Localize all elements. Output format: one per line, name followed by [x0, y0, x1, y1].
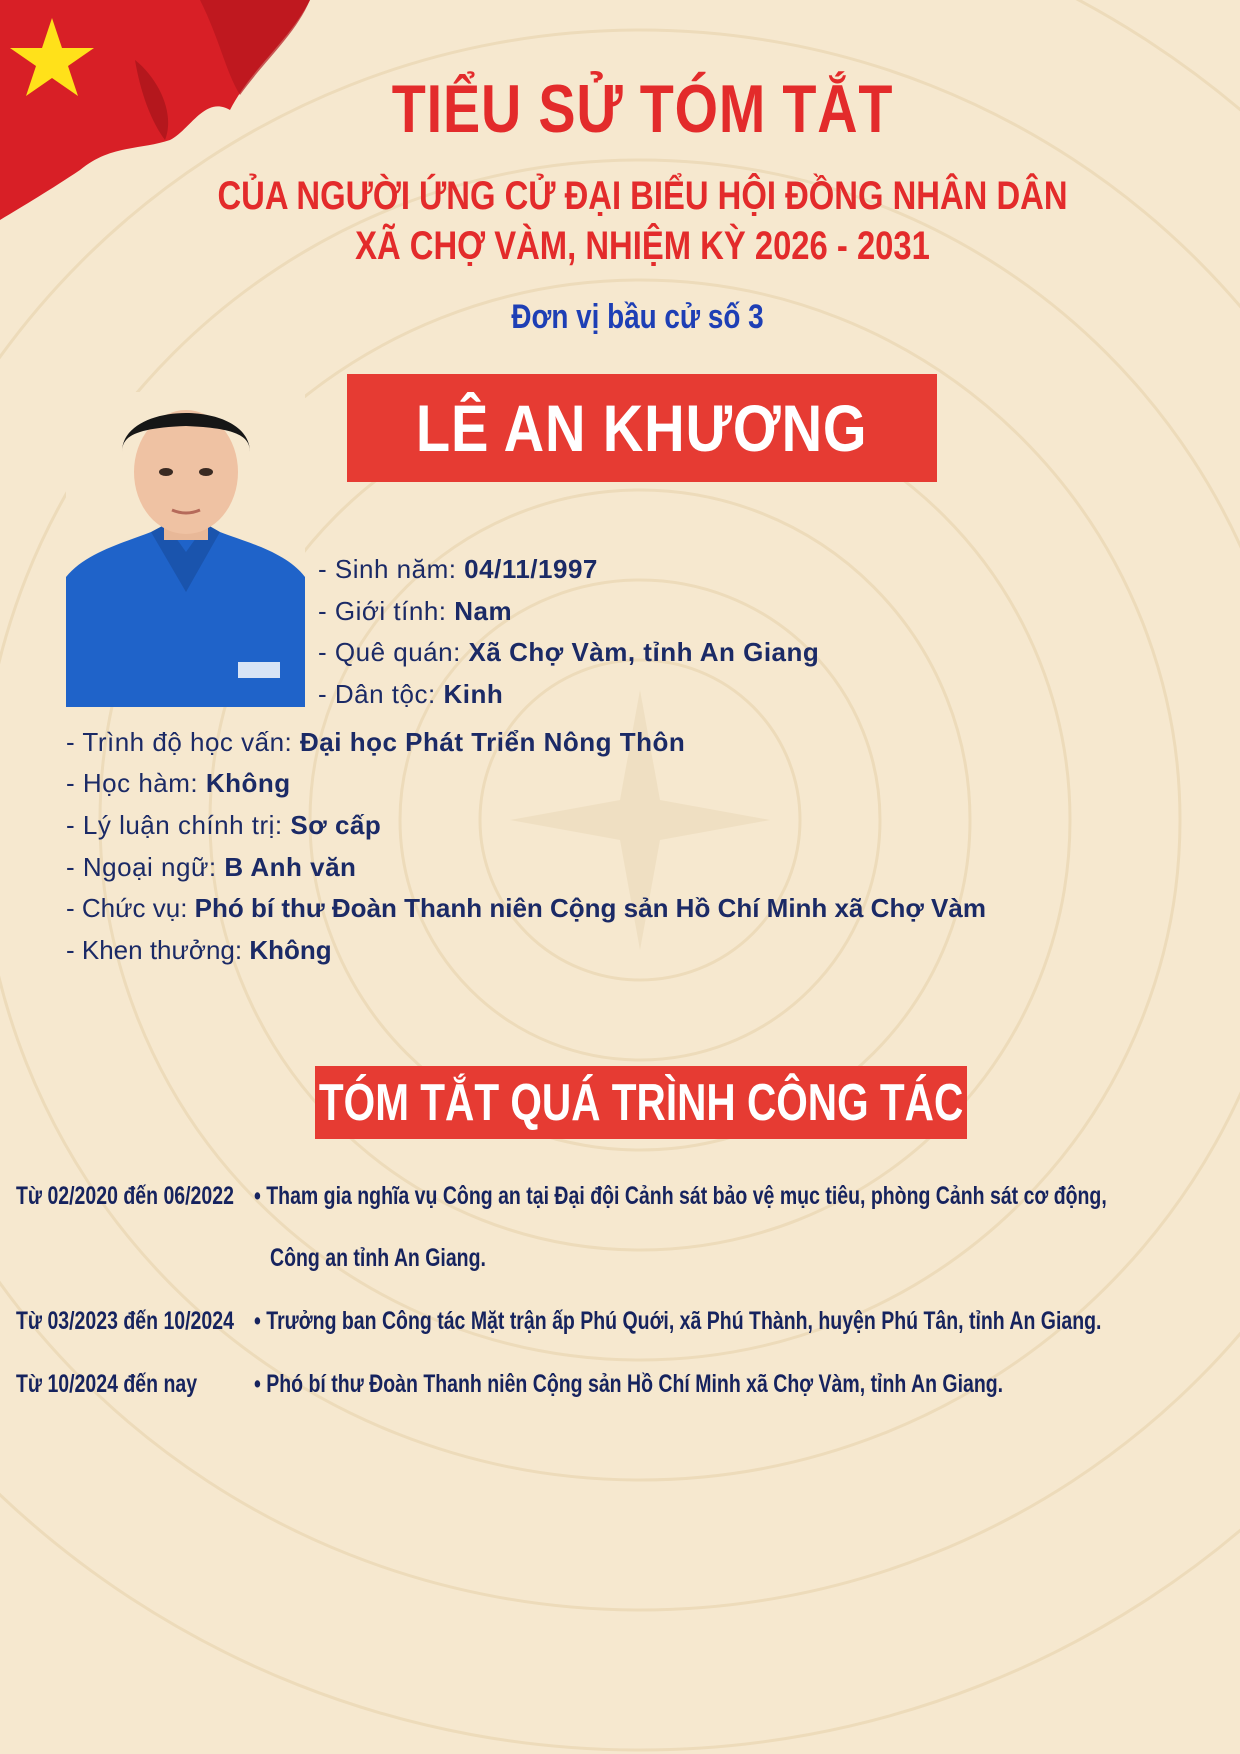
work-history-title: TÓM TẮT QUÁ TRÌNH CÔNG TÁC — [318, 1073, 964, 1132]
candidate-name: LÊ AN KHƯƠNG — [416, 391, 868, 465]
work-desc-1-cont: Công an tỉnh An Giang. — [270, 1244, 486, 1272]
info-gender: - Giới tính: Nam — [318, 596, 513, 626]
work-desc-1: • Tham gia nghĩa vụ Công an tại Đại đội Cảnh sát bảo vệ mục tiêu, phòng Cảnh sát cơ động, — [254, 1182, 1107, 1210]
page-title: TIỂU SỬ TÓM TẮT — [391, 71, 894, 147]
election-unit: Đơn vị bầu cử số 3 — [511, 298, 764, 336]
info-foreign-language: - Ngoại ngữ: B Anh văn — [66, 852, 357, 882]
subtitle-line-1: CỦA NGƯỜI ỨNG CỬ ĐẠI BIỂU HỘI ĐỒNG NHÂN DÂN — [217, 174, 1068, 218]
work-history-banner — [315, 1066, 967, 1139]
info-education: - Trình độ học vấn: Đại học Phát Triển Nông Thôn — [66, 727, 686, 757]
info-hometown: - Quê quán: Xã Chợ Vàm, tỉnh An Giang — [318, 637, 820, 667]
candidate-name-banner — [347, 374, 937, 482]
candidate-portrait — [66, 392, 305, 707]
info-position: - Chức vụ: Phó bí thư Đoàn Thanh niên Cộng sản Hồ Chí Minh xã Chợ Vàm — [66, 893, 986, 923]
work-desc-2: • Trưởng ban Công tác Mặt trận ấp Phú Quới, xã Phú Thành, huyện Phú Tân, tỉnh An Giang. — [254, 1307, 1102, 1335]
info-political-theory: - Lý luận chính trị: Sơ cấp — [66, 810, 382, 840]
info-awards: - Khen thưởng: Không — [66, 935, 332, 965]
work-period-2: Từ 03/2023 đến 10/2024 — [16, 1307, 234, 1335]
info-ethnicity: - Dân tộc: Kinh — [318, 679, 504, 709]
subtitle-line-2: XÃ CHỢ VÀM, NHIỆM KỲ 2026 - 2031 — [355, 224, 930, 268]
info-birth-year: - Sinh năm: 04/11/1997 — [318, 554, 598, 584]
info-academic-rank: - Học hàm: Không — [66, 768, 291, 798]
work-period-3: Từ 10/2024 đến nay — [16, 1370, 198, 1398]
work-period-1: Từ 02/2020 đến 06/2022 — [16, 1182, 234, 1210]
work-desc-3: • Phó bí thư Đoàn Thanh niên Cộng sản Hồ Chí Minh xã Chợ Vàm, tỉnh An Giang. — [254, 1370, 1004, 1398]
